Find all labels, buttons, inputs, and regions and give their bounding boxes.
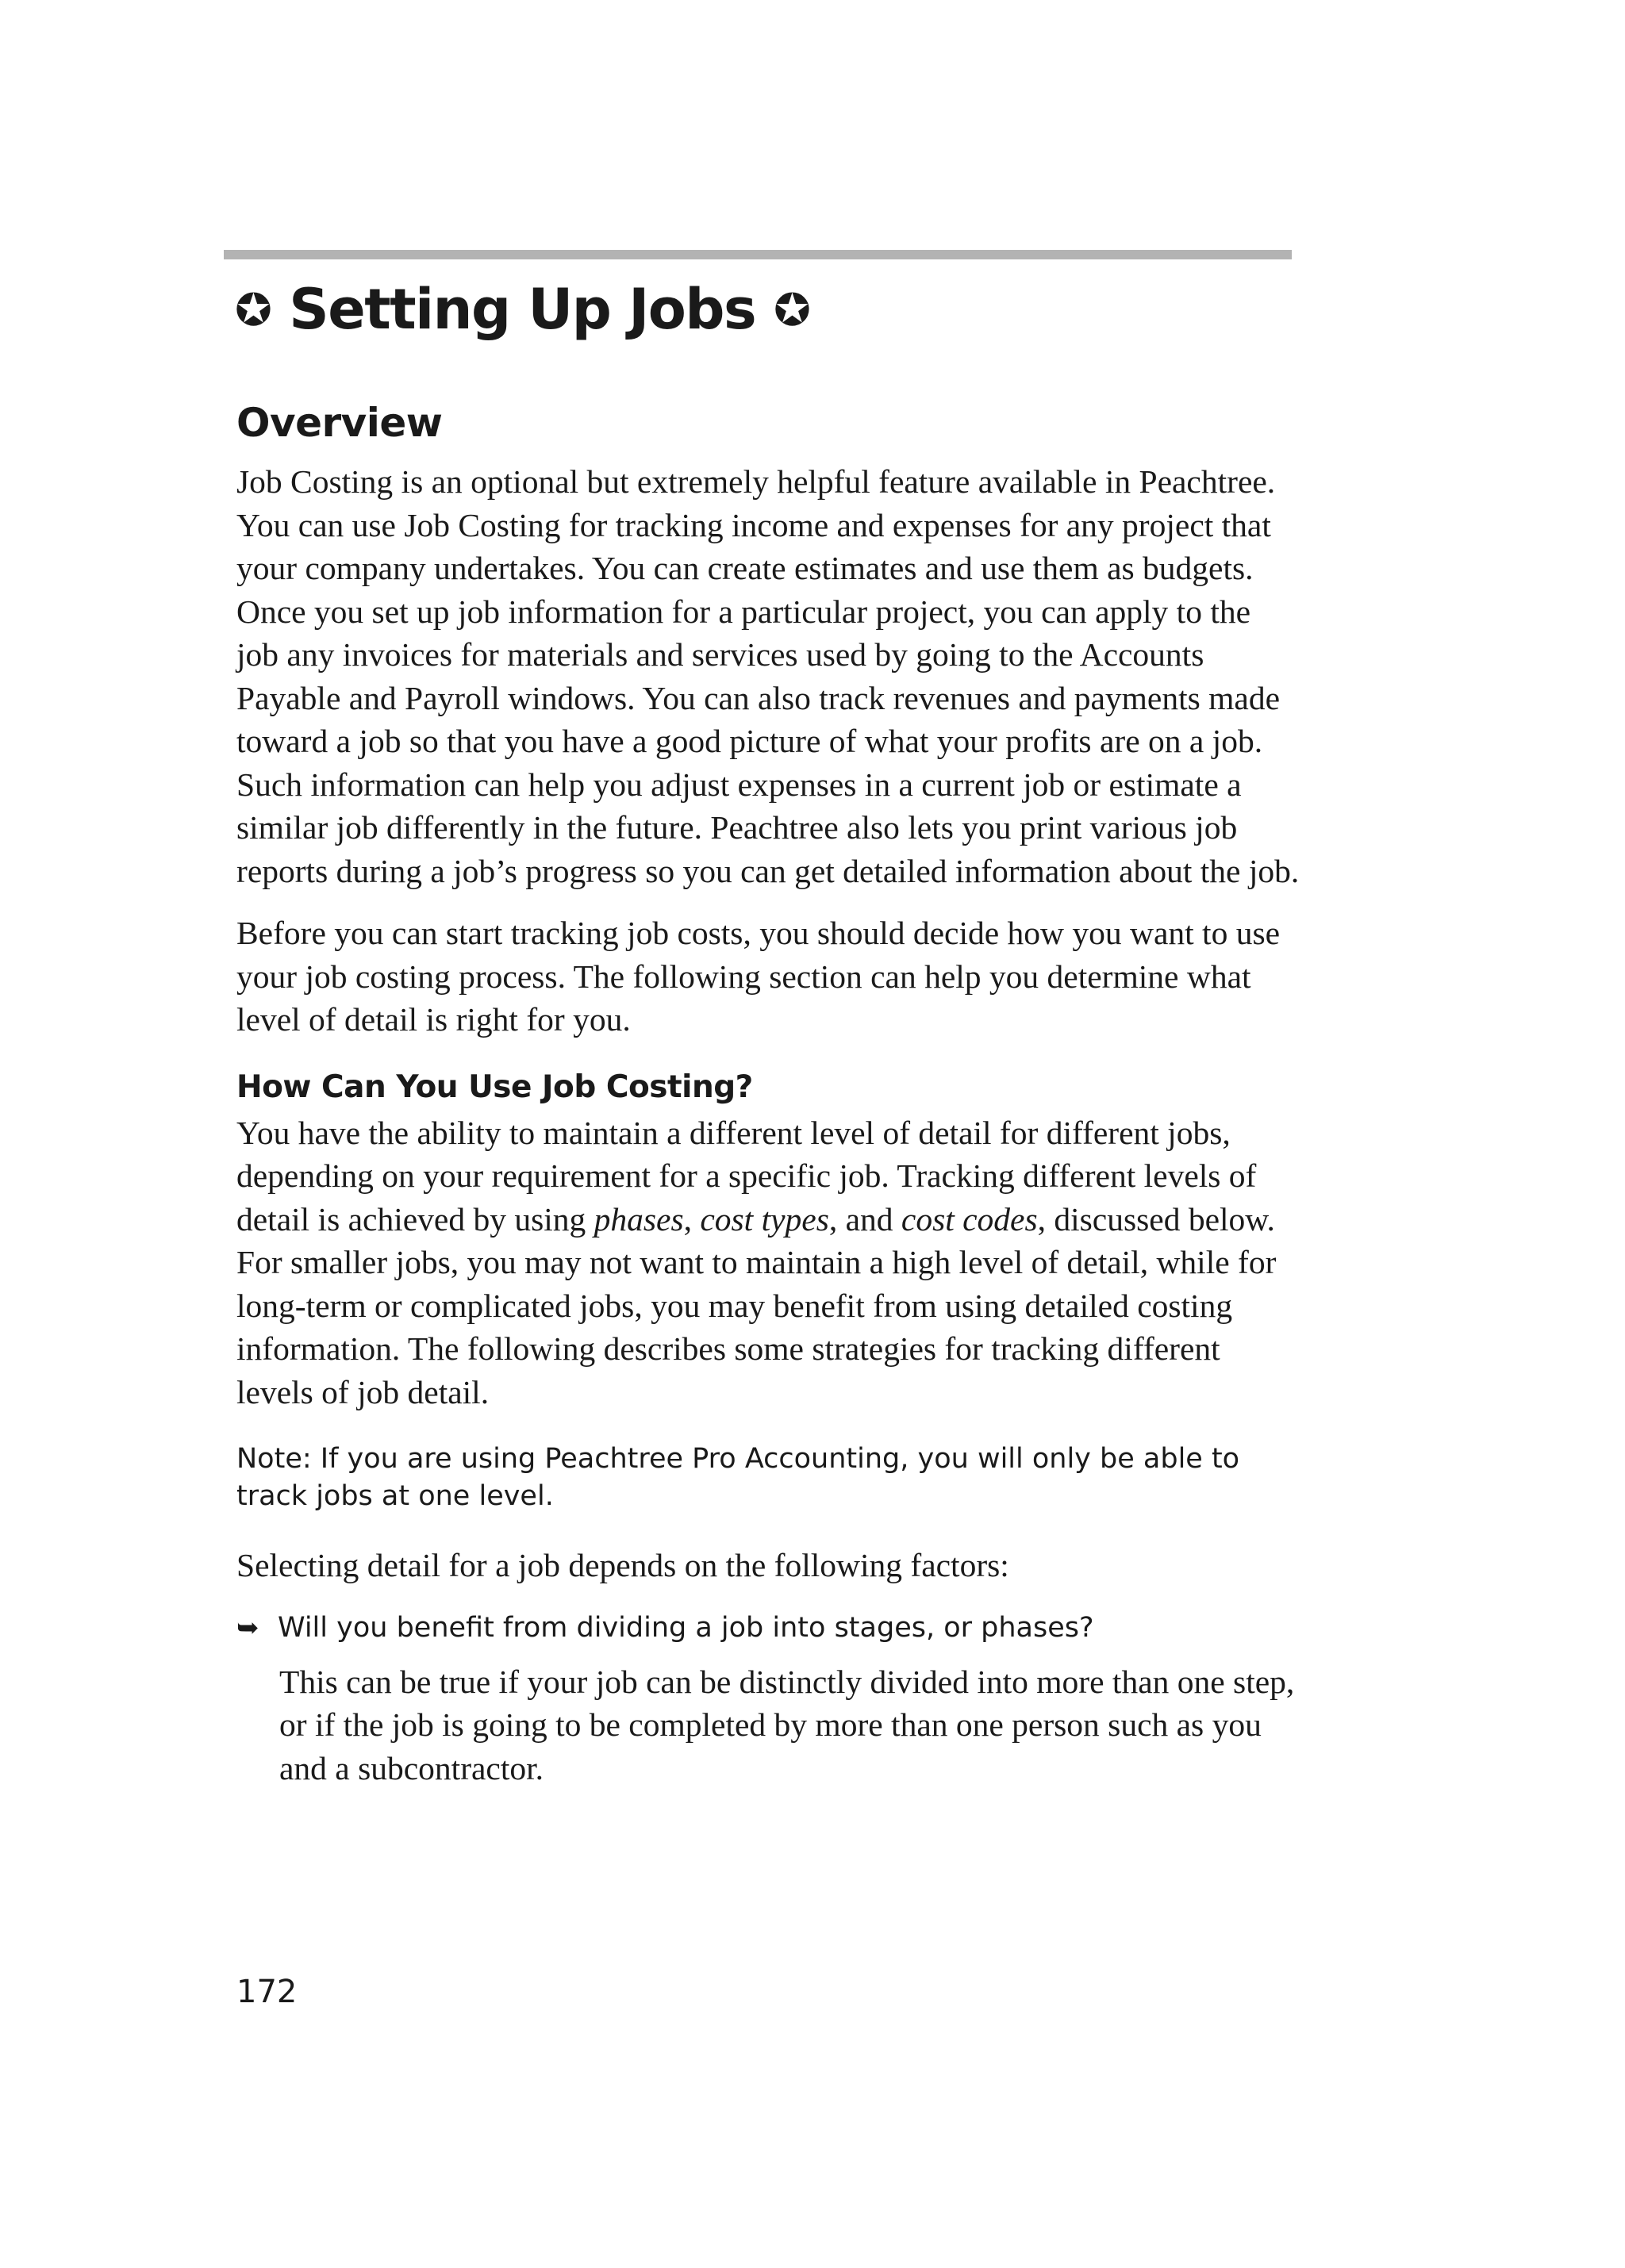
- bullet-question: Will you benefit from dividing a job into stages, or phases?: [278, 1611, 1094, 1644]
- term-phases: phases: [594, 1200, 684, 1238]
- note-text: Note: If you are using Peachtree Pro Accounting, you will only be able to track jobs at one level.: [236, 1443, 1240, 1512]
- arrow-bullet-icon: ➥: [236, 1611, 259, 1644]
- bullet-item: [236, 1608, 1300, 1648]
- term-cost-codes: cost codes: [901, 1200, 1038, 1238]
- selecting-detail-text: Selecting detail for a job depends on the following factors:: [236, 1547, 1009, 1583]
- star-ornament-icon: ✪: [235, 285, 271, 336]
- term-cost-types: cost types: [700, 1200, 829, 1238]
- bullet-explanation: This can be true if your job can be distinctly divided into more than one step, or if the job is going to be completed by more than one person such as you and a subcontractor.: [279, 1663, 1295, 1786]
- star-ornament-icon: ✪: [774, 285, 810, 336]
- chapter-rule: [224, 250, 1292, 259]
- chapter-title: [235, 262, 809, 359]
- overview-paragraph-2: Before you can start tracking job costs, you should decide how you want to use your job costing process. The following section can help you determine what level of detail is right for you.: [236, 915, 1281, 1038]
- page-number: 172: [236, 1974, 298, 2010]
- overview-paragraph-1: Job Costing is an optional but extremely helpful feature available in Peachtree. You can use Job Costing for tracking income and expenses for any project that your company undertakes. You can create estimates and use them as budgets. Once you set up job information for a particular project, you can apply to the job any invoices for materials and services used by going to the Accounts Payable and Payroll windows. You can also track revenues and payments made toward a job so that you have a good picture of what your profits are on a job. Such information can help you adjust expenses in a current job or estimate a similar job differently in the future. Peachtree also lets you print various job reports during a job’s progress so you can get detailed information about the job.: [236, 463, 1300, 889]
- page-content: [236, 389, 1300, 1790]
- job-costing-paragraph: You have the ability to maintain a different level of detail for different jobs, depending on your requirement for a specific job. Tracking different levels of detail is achieved by using phases, cost types, and cost codes, discussed below. For smaller jobs, you may not want to maintain a high level of detail, while for long-term or complicated jobs, you may benefit from using detailed costing information. The following describes some strategies for tracking different levels of job detail.: [236, 1114, 1277, 1410]
- job-costing-subheading: How Can You Use Job Costing?: [236, 1069, 753, 1105]
- chapter-title-text: Setting Up Jobs: [289, 277, 756, 342]
- overview-heading: Overview: [236, 400, 443, 446]
